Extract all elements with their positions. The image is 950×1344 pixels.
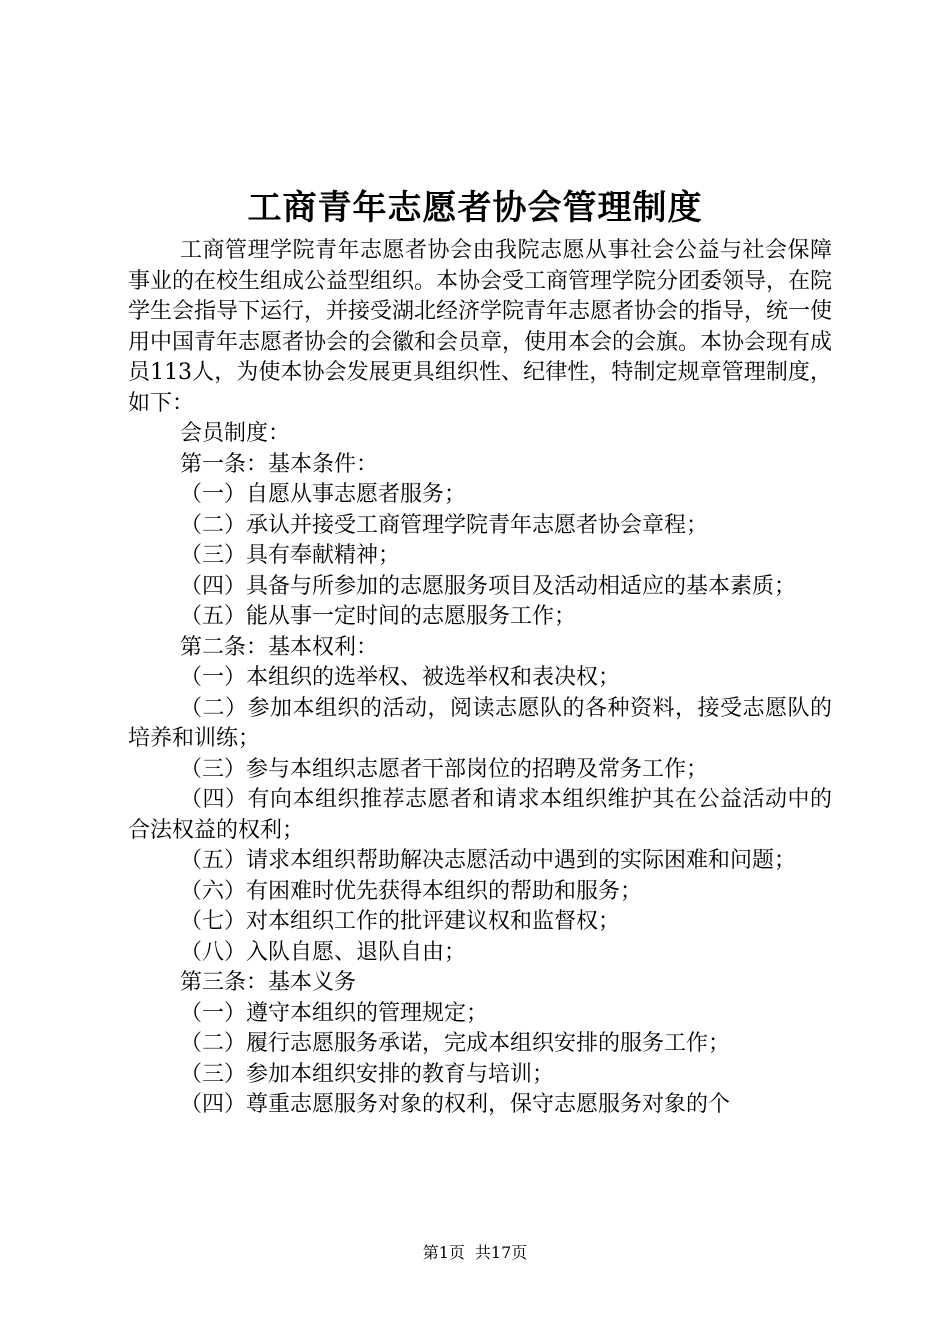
list-item: （一）遵守本组织的管理规定；: [180, 1000, 489, 1026]
list-item: （三）参与本组织志愿者干部岗位的招聘及常务工作；: [180, 756, 709, 782]
article-heading: 第三条：基本义务: [180, 970, 357, 995]
list-item: （二）履行志愿服务承诺，完成本组织安排的服务工作；: [180, 1031, 731, 1056]
list-item: （一）自愿从事志愿者服务；: [180, 482, 467, 507]
page-total: 共17页: [474, 1243, 528, 1262]
article-heading: 第一条：基本条件：: [180, 451, 379, 477]
list-item: （四）尊重志愿服务对象的权利，保守志愿服务对象的个: [180, 1092, 731, 1117]
list-item: （四）有向本组织推荐志愿者和请求本组织维护其在公益活动中的合法权益的权利；: [128, 787, 832, 843]
list-item: （五）能从事一定时间的志愿服务工作；: [180, 604, 577, 629]
page-number: 第1页: [422, 1243, 465, 1262]
article-heading: 第二条：基本权利：: [180, 634, 379, 660]
list-item: （一）本组织的选举权、被选举权和表决权；: [180, 665, 621, 690]
list-item: （八）入队自愿、退队自由；: [180, 939, 467, 965]
list-item: （三）具有奉献精神；: [180, 543, 401, 568]
list-item: （二）承认并接受工商管理学院青年志愿者协会章程；: [180, 512, 709, 538]
list-item: （二）参加本组织的活动，阅读志愿队的各种资料，接受志愿队的培养和训练；: [128, 695, 832, 751]
intro-paragraph: 工商管理学院青年志愿者协会由我院志愿从事社会公益与社会保障事业的在校生组成公益型组织。本协会受工商管理学院分团委领导，在院学生会指导下运行，并接受湖北经济学院青年志愿者协会的指导，统一使用中国青年志愿者协会的会徽和会员章，使用本会的会旗。本协会现有成员113人，为使本协会发展更具组织性、纪律性，特制定规章管理制度，如下：: [128, 238, 833, 416]
document-title: 工商青年志愿者协会管理制度: [247, 188, 703, 228]
document-body: [128, 236, 832, 1121]
list-item: （四）具备与所参加的志愿服务项目及活动相适应的基本素质；: [180, 573, 797, 599]
list-item: （七）对本组织工作的批评建议权和监督权；: [180, 909, 621, 934]
page-footer: [0, 1242, 950, 1264]
list-item: （六）有困难时优先获得本组织的帮助和服务；: [180, 878, 643, 904]
list-item: （五）请求本组织帮助解决志愿活动中遇到的实际困难和问题；: [180, 848, 797, 873]
section-heading: 会员制度：: [180, 421, 291, 446]
list-item: （三）参加本组织安排的教育与培训；: [180, 1061, 555, 1087]
